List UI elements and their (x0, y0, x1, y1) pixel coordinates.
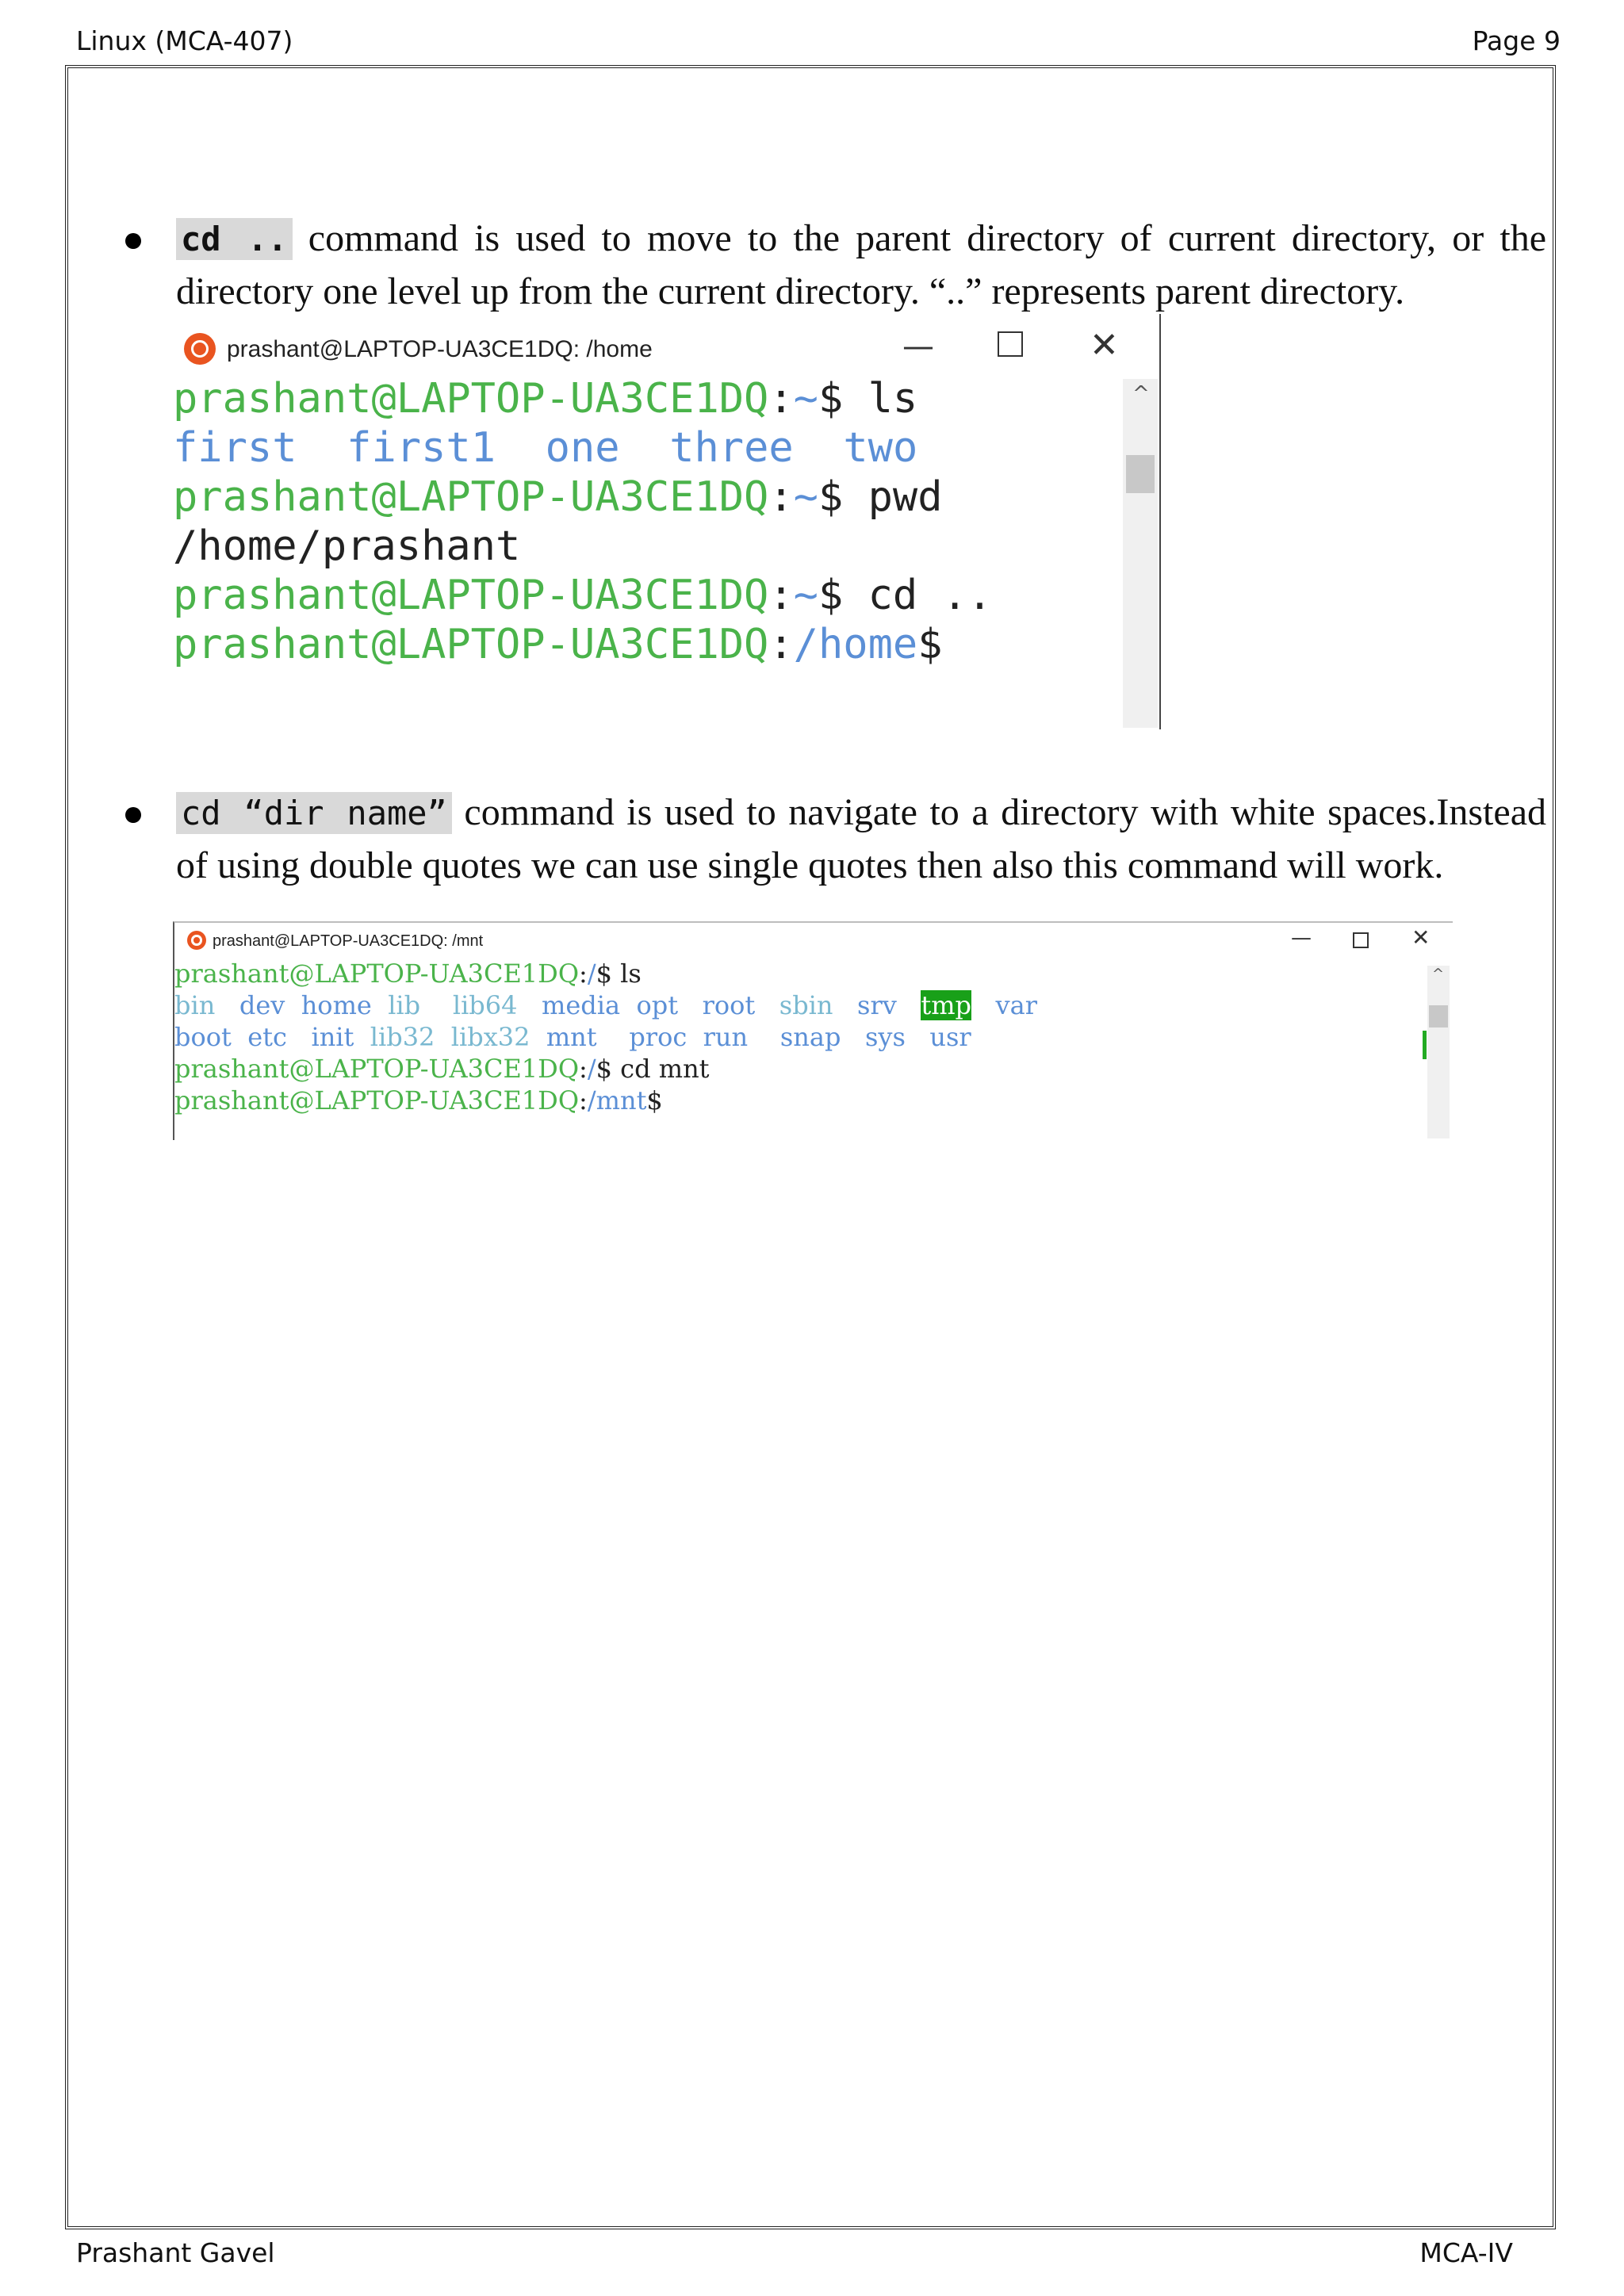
scrollbar-thumb[interactable] (1126, 455, 1155, 493)
inline-code: cd “dir name” (176, 792, 452, 834)
scroll-up-icon[interactable]: ^ (1432, 966, 1445, 982)
prompt-path: /mnt (587, 1085, 647, 1115)
prompt-dollar: $ (596, 959, 612, 989)
terminal-line (174, 958, 1037, 989)
prompt-colon: : (768, 375, 794, 423)
dir-entry-highlighted: tmp (921, 990, 972, 1020)
dir-entry: sys (864, 1022, 906, 1052)
prompt-path: /home (793, 621, 918, 668)
terminal-title: prashant@LAPTOP-UA3CE1DQ: /mnt (213, 932, 484, 950)
prompt-colon: : (579, 1054, 588, 1084)
prompt-user: prashant@LAPTOP-UA3CE1DQ (174, 959, 580, 989)
dir-entry: libx32 (450, 1022, 530, 1052)
dir-entry: opt (636, 990, 679, 1020)
dir-entry: media (542, 990, 621, 1020)
terminal-output (173, 374, 992, 669)
footer-author: Prashant Gavel (76, 2237, 275, 2268)
dir-entry: sbin (779, 990, 833, 1020)
dir-entry: two (843, 424, 918, 472)
inline-code: cd .. (176, 218, 293, 260)
prompt-path: / (587, 1054, 596, 1084)
dir-entry: bin (174, 990, 216, 1020)
dir-entry: usr (929, 1022, 971, 1052)
terminal-line (173, 423, 992, 473)
prompt-colon: : (768, 473, 794, 521)
dir-entry: three (669, 424, 794, 472)
dir-entry: first1 (347, 424, 496, 472)
prompt-user: prashant@LAPTOP-UA3CE1DQ (173, 572, 769, 619)
command-text: ls (611, 959, 642, 989)
dir-entry: lib32 (370, 1022, 435, 1052)
terminal-line (173, 522, 992, 571)
prompt-path: / (587, 959, 596, 989)
bullet-paragraph (176, 786, 1546, 892)
maximize-icon[interactable] (1353, 932, 1369, 948)
ubuntu-icon (184, 333, 216, 365)
command-text: pwd (843, 473, 943, 521)
prompt-user: prashant@LAPTOP-UA3CE1DQ (173, 375, 769, 423)
bullet-paragraph (176, 212, 1546, 318)
scroll-up-icon[interactable]: ^ (1132, 382, 1150, 406)
vertical-scrollbar[interactable] (1123, 379, 1158, 728)
vertical-scrollbar[interactable] (1427, 966, 1450, 1138)
command-text: cd mnt (611, 1054, 710, 1084)
dir-entry: lib64 (452, 990, 518, 1020)
pwd-output: /home/prashant (173, 522, 521, 570)
prompt-path: ~ (793, 572, 818, 619)
ubuntu-icon (187, 931, 206, 950)
terminal-window-mnt (173, 921, 1453, 1140)
dir-entry: home (301, 990, 372, 1020)
dir-entry: snap (779, 1022, 841, 1052)
terminal-line (173, 473, 992, 522)
dir-entry: run (703, 1022, 749, 1052)
prompt-user: prashant@LAPTOP-UA3CE1DQ (174, 1085, 580, 1115)
dir-entry: etc (247, 1022, 287, 1052)
terminal-line (174, 1085, 1037, 1116)
prompt-dollar: $ (596, 1054, 612, 1084)
minimize-icon[interactable]: — (1291, 926, 1312, 950)
paragraph-text: command is used to move to the parent directory of current directory, or the directory one level up from the current directory. “..” represents parent directory. (176, 217, 1546, 312)
close-icon[interactable]: ✕ (1411, 924, 1431, 951)
header-page-number: Page 9 (1472, 25, 1561, 56)
dir-entry: init (311, 1022, 354, 1052)
dir-entry: var (995, 990, 1037, 1020)
terminal-title: prashant@LAPTOP-UA3CE1DQ: /home (227, 336, 653, 362)
dir-entry: one (545, 424, 620, 472)
dir-entry: root (702, 990, 756, 1020)
prompt-dollar: $ (818, 473, 844, 521)
terminal-line (174, 1021, 1037, 1053)
prompt-path: ~ (793, 473, 818, 521)
terminal-line (173, 571, 992, 620)
scrollbar-thumb[interactable] (1429, 1005, 1448, 1027)
dir-entry: mnt (546, 1022, 597, 1052)
prompt-user: prashant@LAPTOP-UA3CE1DQ (173, 473, 769, 521)
terminal-line (173, 374, 992, 423)
prompt-colon: : (768, 621, 794, 668)
command-text: ls (843, 375, 918, 423)
window-edge (1159, 314, 1161, 729)
terminal-line (174, 1053, 1037, 1085)
dir-entry: first (173, 424, 297, 472)
prompt-path: ~ (793, 375, 818, 423)
prompt-dollar: $ (917, 621, 943, 668)
dir-entry: dev (239, 990, 285, 1020)
prompt-colon: : (768, 572, 794, 619)
close-icon[interactable]: ✕ (1090, 325, 1119, 365)
prompt-colon: : (579, 959, 588, 989)
terminal-output (174, 958, 1037, 1116)
terminal-line (173, 620, 992, 669)
header-course: Linux (MCA-407) (76, 25, 293, 56)
prompt-user: prashant@LAPTOP-UA3CE1DQ (173, 621, 769, 668)
terminal-cursor (1423, 1031, 1427, 1059)
dir-entry: proc (629, 1022, 688, 1052)
prompt-dollar: $ (818, 375, 844, 423)
terminal-window-home (173, 320, 1161, 729)
dir-entry: lib (388, 990, 421, 1020)
maximize-icon[interactable] (998, 331, 1023, 357)
dir-entry: boot (174, 1022, 232, 1052)
prompt-dollar: $ (646, 1085, 663, 1115)
footer-class: MCA-IV (1419, 2237, 1513, 2268)
minimize-icon[interactable]: — (902, 328, 934, 365)
command-text: cd .. (843, 572, 993, 619)
terminal-titlebar (173, 320, 1161, 377)
prompt-colon: : (579, 1085, 588, 1115)
bullet-dot (125, 807, 141, 823)
paragraph-text: command is used to navigate to a directory with white spaces.Instead of using double quotes we can use single quotes then also this command will work. (176, 791, 1546, 886)
dir-entry: srv (857, 990, 897, 1020)
prompt-dollar: $ (818, 572, 844, 619)
prompt-user: prashant@LAPTOP-UA3CE1DQ (174, 1054, 580, 1084)
bullet-dot (125, 233, 141, 249)
terminal-line (174, 989, 1037, 1021)
